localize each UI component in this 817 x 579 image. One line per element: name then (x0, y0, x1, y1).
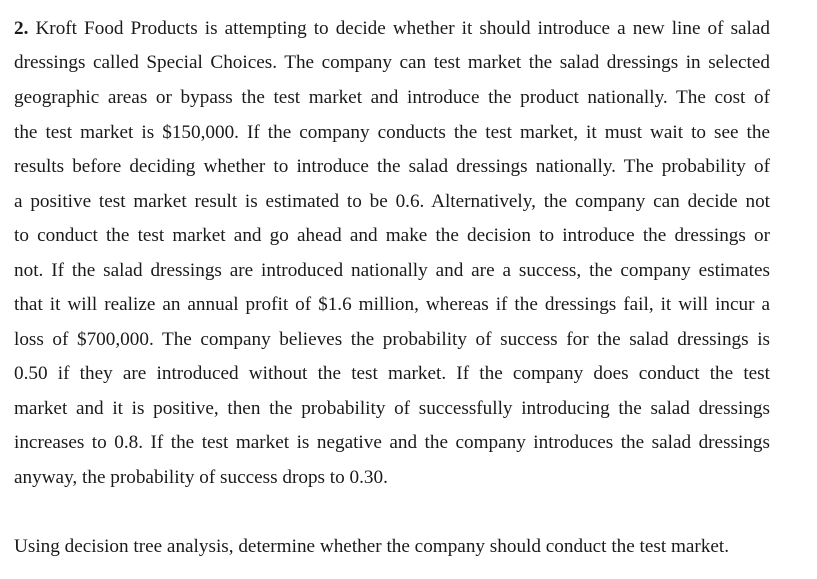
problem-line-13: increases to 0.8. If the test market is negative and the company introduces the salad dressings (14, 432, 770, 453)
problem-line-3: geographic areas or bypass the test market and introduce the product nationally. The cost of (14, 87, 770, 108)
problem-line-8: not. If the salad dressings are introduced nationally and are a success, the company estimates (14, 260, 770, 281)
problem-line-1 (14, 17, 770, 41)
problem-line-14: anyway, the probability of success drops to 0.30. (14, 467, 388, 488)
problem-line-4: the test market is $150,000. If the company conducts the test market, it must wait to see the (14, 122, 770, 143)
problem-line-6: a positive test market result is estimated to be 0.6. Alternatively, the company can decide not (14, 191, 770, 212)
problem-line-7: to conduct the test market and go ahead and make the decision to introduce the dressings or (14, 225, 770, 246)
problem-line-2: dressings called Special Choices. The company can test market the salad dressings in selected (14, 52, 770, 73)
problem-line-11: 0.50 if they are introduced without the test market. If the company does conduct the test (14, 363, 770, 384)
problem-line-9: that it will realize an annual profit of $1.6 million, whereas if the dressings fail, it will incur a (14, 294, 770, 315)
problem-line-10: loss of $700,000. The company believes the probability of success for the salad dressings is (14, 329, 770, 350)
problem-number: 2. (14, 18, 29, 39)
problem-line-5: results before deciding whether to introduce the salad dressings nationally. The probability of (14, 156, 770, 177)
problem-line-1-text: Kroft Food Products is attempting to decide whether it should introduce a new line of salad (28, 18, 770, 39)
question-text: Using decision tree analysis, determine whether the company should conduct the test market. (14, 536, 730, 557)
problem-line-12: market and it is positive, then the probability of successfully introducing the salad dressings (14, 398, 770, 419)
